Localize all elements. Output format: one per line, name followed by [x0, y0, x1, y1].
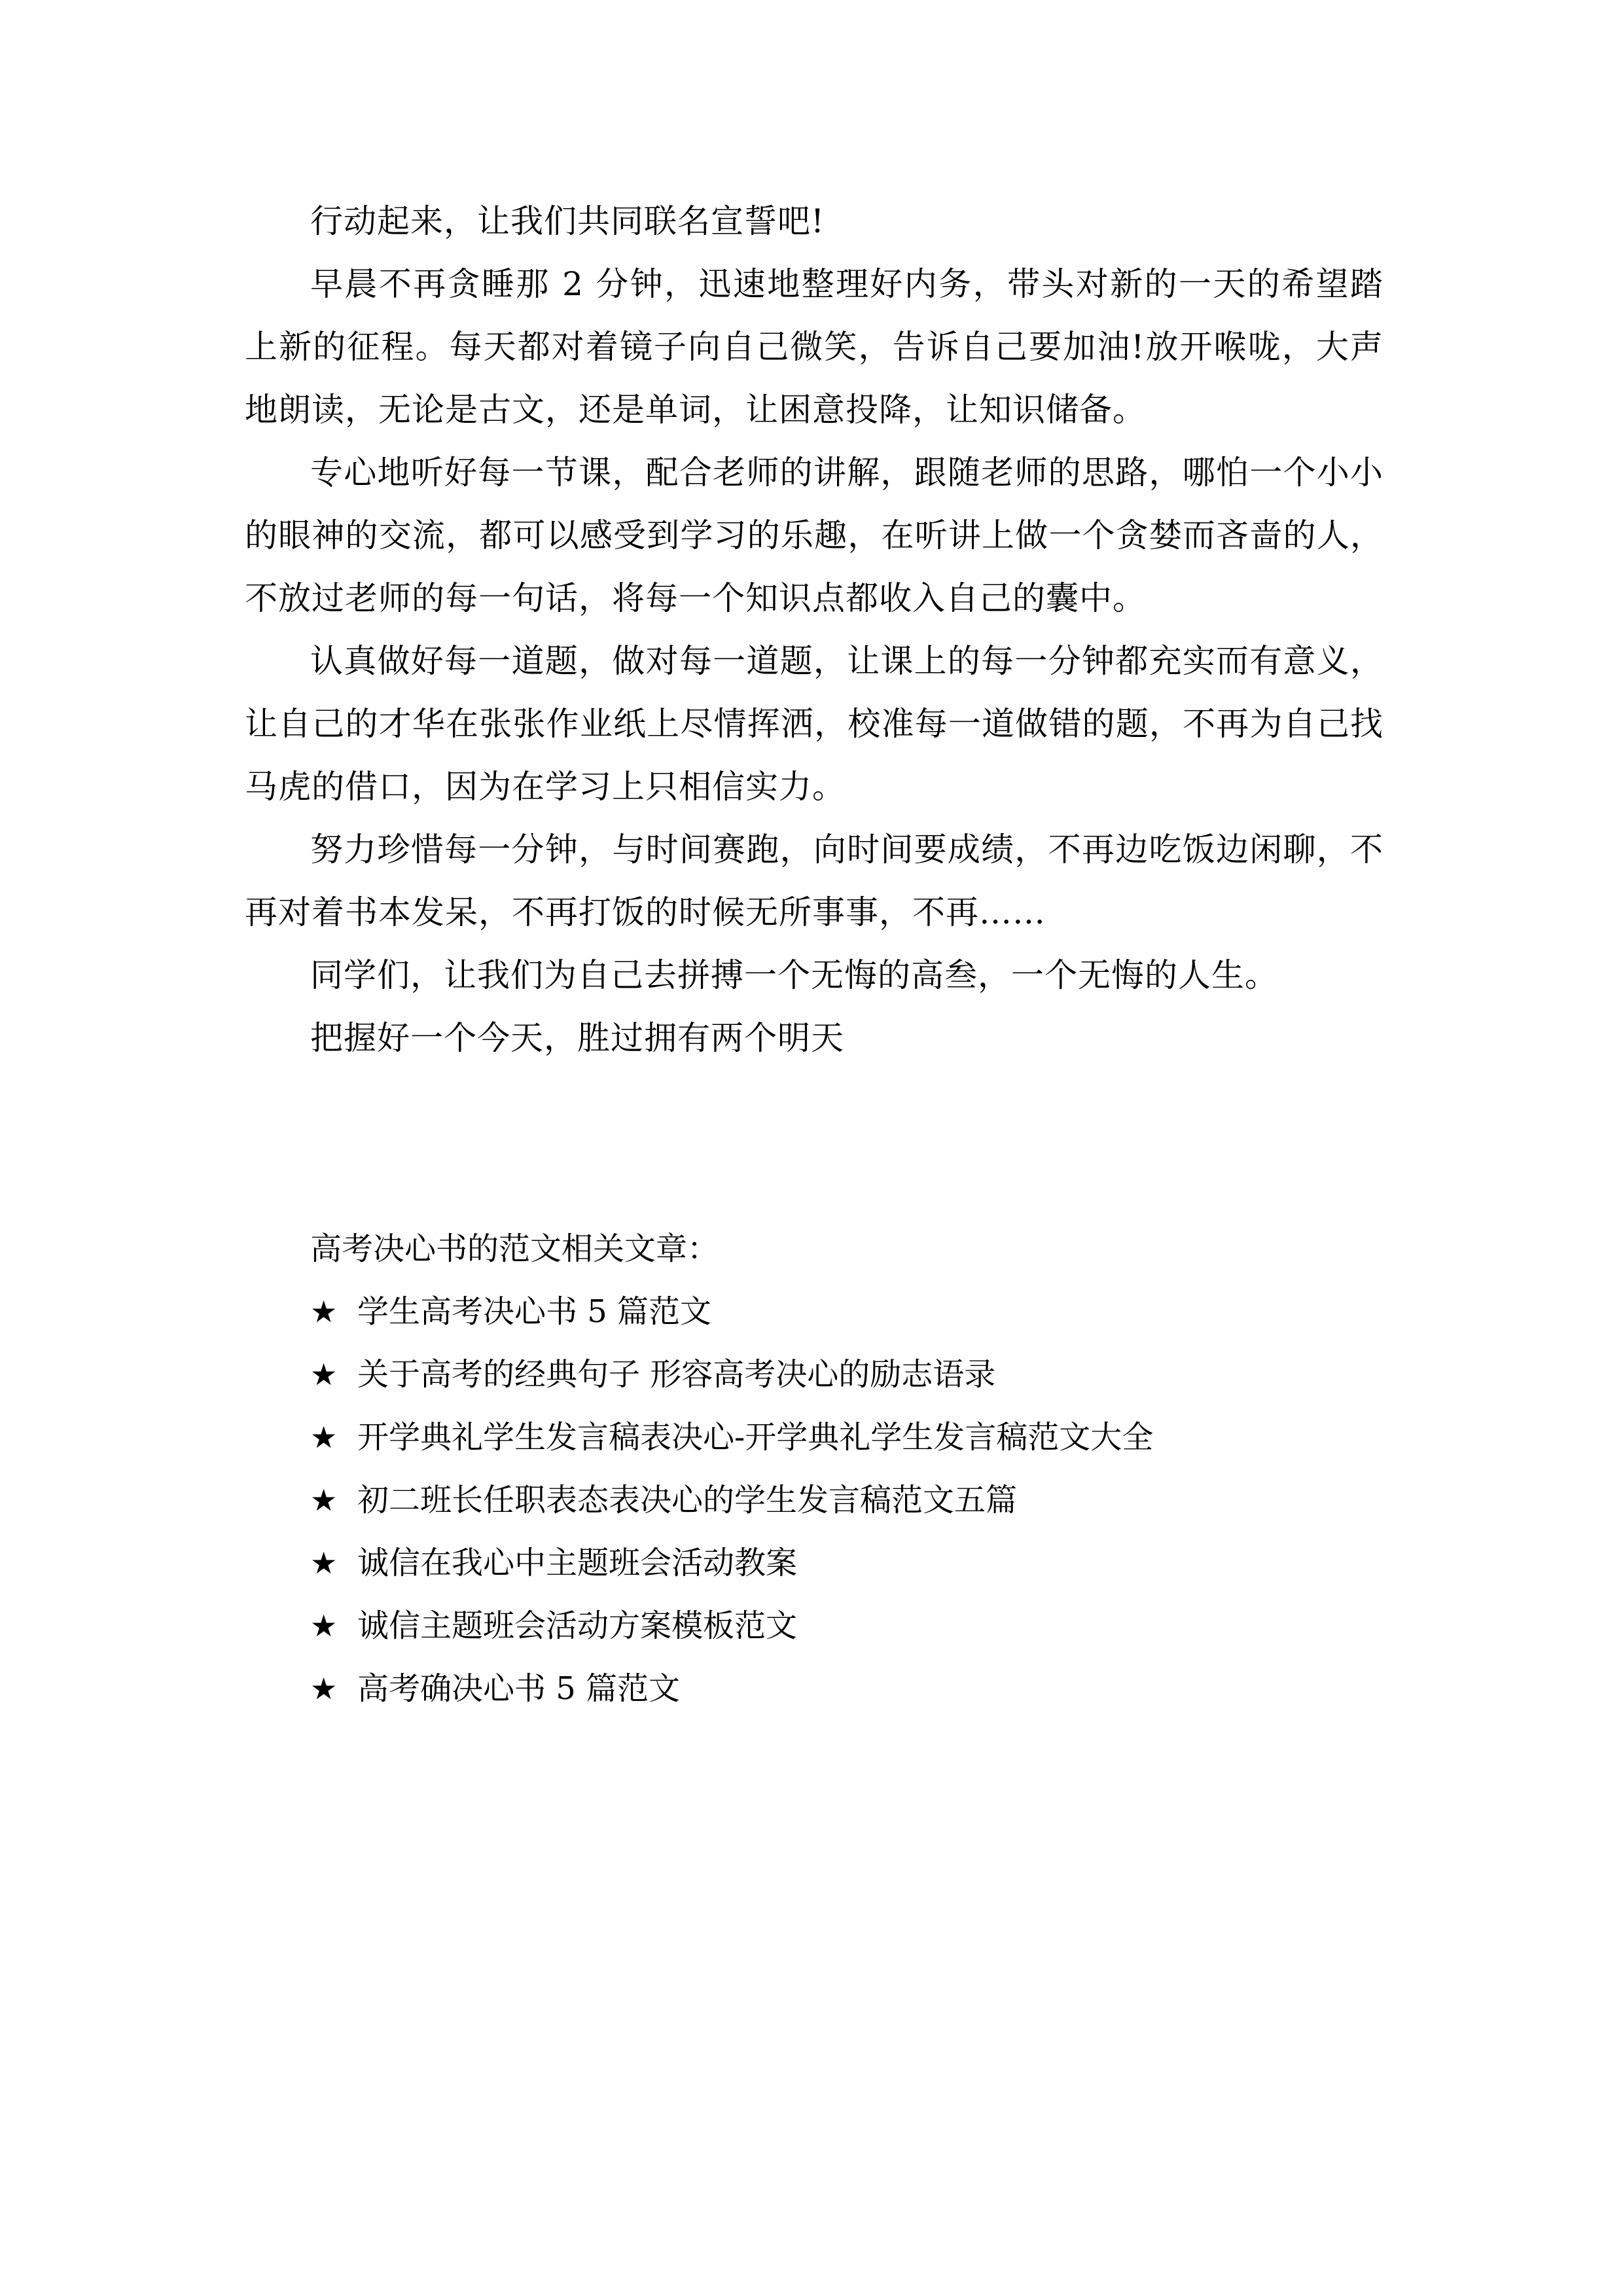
star-icon: ★: [310, 1671, 338, 1706]
related-article-link[interactable]: [310, 1469, 1383, 1532]
related-article-title[interactable]: 学生高考决心书 5 篇范文: [357, 1293, 712, 1330]
related-article-link[interactable]: [310, 1280, 1383, 1343]
paragraph: 早晨不再贪睡那 2 分钟，迅速地整理好内务，带头对新的一天的希望踏上新的征程。每天都对着镜子向自己微笑，告诉自己要加油!放开喉咙，大声地朗读，无论是古文，还是单词，让困意投降，让知识储备。: [245, 265, 1383, 429]
related-article-link[interactable]: [310, 1406, 1383, 1469]
star-icon: ★: [310, 1294, 338, 1329]
related-article-title[interactable]: 诚信在我心中主题班会活动教案: [357, 1545, 798, 1581]
related-article-title[interactable]: 关于高考的经典句子 形容高考决心的励志语录: [357, 1356, 996, 1393]
paragraph: 认真做好每一道题，做对每一道题，让课上的每一分钟都充实而有意义，让自己的才华在张张作业纸上尽情挥洒，校准每一道做错的题，不再为自己找马虎的借口，因为在学习上只相信实力。: [245, 642, 1383, 806]
paragraph: 同学们，让我们为自己去拼搏一个无悔的高叁，一个无悔的人生。: [310, 956, 1278, 994]
related-article-link[interactable]: [310, 1343, 1383, 1406]
related-articles-heading: 高考决心书的范文相关文章：: [310, 1230, 719, 1267]
related-article-title[interactable]: 高考确决心书 5 篇范文: [357, 1670, 681, 1707]
star-icon: ★: [310, 1545, 338, 1581]
related-article-title[interactable]: 初二班长任职表态表决心的学生发言稿范文五篇: [357, 1482, 1018, 1518]
paragraph: 行动起来，让我们共同联名宣誓吧!: [310, 202, 825, 240]
related-article-title[interactable]: 开学典礼学生发言稿表决心-开学典礼学生发言稿范文大全: [357, 1419, 1154, 1456]
paragraph: 把握好一个今天，胜过拥有两个明天: [310, 1019, 844, 1057]
related-articles: [310, 1217, 1383, 1720]
body-text: [245, 190, 1383, 1069]
star-icon: ★: [310, 1608, 338, 1643]
paragraph: 专心地听好每一节课，配合老师的讲解，跟随老师的思路，哪怕一个小小的眼神的交流，都可以感受到学习的乐趣，在听讲上做一个贪婪而吝啬的人，不放过老师的每一句话，将每一个知识点都收入自己的囊中。: [245, 454, 1383, 617]
related-article-link[interactable]: [310, 1657, 1383, 1720]
star-icon: ★: [310, 1357, 338, 1392]
related-article-link[interactable]: [310, 1532, 1383, 1594]
related-article-link[interactable]: [310, 1594, 1383, 1657]
star-icon: ★: [310, 1482, 338, 1518]
related-articles-list: [310, 1280, 1383, 1720]
star-icon: ★: [310, 1420, 338, 1455]
related-article-title[interactable]: 诚信主题班会活动方案模板范文: [357, 1607, 798, 1644]
paragraph: 努力珍惜每一分钟，与时间赛跑，向时间要成绩，不再边吃饭边闲聊，不再对着书本发呆，不再打饭的时候无所事事，不再……: [245, 831, 1383, 931]
